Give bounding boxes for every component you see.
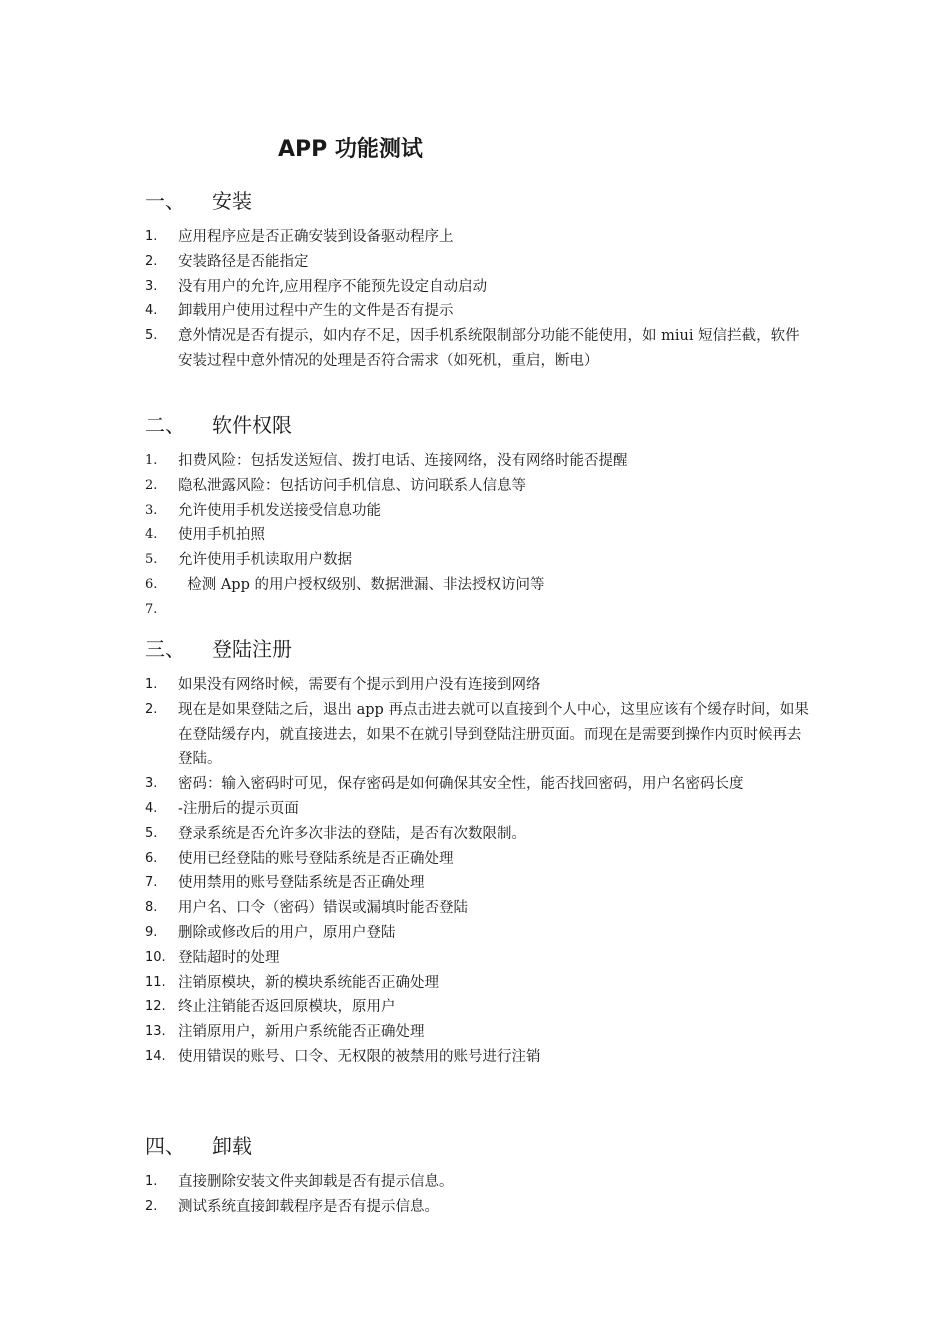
list-item (145, 1170, 810, 1195)
list-item (145, 523, 810, 548)
section-number: 一、 (145, 189, 185, 213)
list-item (145, 324, 810, 374)
list-item-text: 意外情况是否有提示，如内存不足，因手机系统限制部分功能不能使用，如 miui 短信拦截，软件安装过程中意外情况的处理是否符合需求（如死机，重启，断电） (178, 328, 800, 369)
list-marker: 9. (145, 924, 158, 940)
list-item-text: 没有用户的允许,应用程序不能预先设定自动启动 (178, 278, 488, 295)
list-marker: 4. (145, 303, 158, 319)
list-marker: 5. (145, 328, 158, 344)
list-item-text: 直接删除安装文件夹卸载是否有提示信息。 (178, 1174, 454, 1190)
list-item (145, 598, 810, 623)
list-item (145, 548, 810, 573)
list-item-text: 用户名、口令（密码）错误或漏填时能否登陆 (178, 900, 468, 917)
list-marker: 3. (145, 502, 158, 518)
list-item (145, 797, 810, 822)
list-item-text: 安装路径是否能指定 (178, 253, 309, 270)
list-marker: 14. (145, 1048, 166, 1064)
list-item-text: 使用错误的账号、口令、无权限的被禁用的账号进行注销 (178, 1048, 541, 1065)
list-marker: 1. (145, 453, 158, 468)
list-marker: 12. (145, 999, 166, 1015)
list-item (145, 971, 810, 996)
list-item (145, 225, 810, 250)
list-item (145, 499, 810, 524)
list-item (145, 299, 810, 324)
section-heading-install (145, 186, 252, 216)
list-marker: 8. (145, 900, 158, 916)
list-item (145, 275, 810, 300)
section-title: 登陆注册 (212, 637, 292, 661)
list-marker: 5. (145, 825, 158, 841)
login-list (145, 673, 810, 1070)
list-item (145, 1195, 810, 1220)
list-item-text: 允许使用手机读取用户数据 (178, 552, 352, 569)
list-item-text: -注册后的提示页面 (178, 800, 299, 817)
list-item (145, 946, 810, 971)
list-marker: 2. (145, 477, 158, 493)
list-marker: 3. (145, 278, 158, 294)
list-item-text (178, 598, 810, 623)
list-item-text: 如果没有网络时候，需要有个提示到用户没有连接到网络 (178, 677, 541, 693)
list-item (145, 896, 810, 921)
list-marker: 2. (145, 1198, 158, 1214)
list-item-text: 终止注销能否返回原模块，原用户 (178, 999, 396, 1016)
list-item (145, 921, 810, 946)
list-marker: 11. (145, 974, 166, 990)
list-item-text: 删除或修改后的用户，原用户登陆 (178, 924, 396, 941)
list-item (145, 673, 810, 698)
list-marker: 3. (145, 776, 158, 792)
list-marker: 7. (145, 875, 158, 891)
list-marker: 1. (145, 1174, 158, 1189)
list-item (145, 1045, 810, 1070)
list-item-text: 应用程序应是否正确安装到设备驱动程序上 (178, 229, 454, 245)
list-marker: 6. (145, 576, 158, 592)
section-number: 二、 (145, 413, 185, 437)
list-item-text: 测试系统直接卸载程序是否有提示信息。 (178, 1198, 439, 1215)
section-heading-login (145, 634, 292, 664)
list-item (145, 871, 810, 896)
list-item-text: 登陆超时的处理 (178, 949, 280, 966)
list-item-text: 卸载用户使用过程中产生的文件是否有提示 (178, 303, 454, 320)
list-item (145, 772, 810, 797)
list-marker: 13. (145, 1024, 166, 1040)
list-marker: 4. (145, 527, 158, 543)
list-marker: 10. (145, 949, 166, 965)
uninstall-list (145, 1170, 810, 1220)
list-item (145, 250, 810, 275)
list-item (145, 573, 810, 598)
list-marker: 1. (145, 229, 158, 244)
list-item-text: 检测 App 的用户授权级别、数据泄漏、非法授权访问等 (178, 576, 545, 593)
list-item (145, 995, 810, 1020)
list-item (145, 698, 810, 772)
list-marker: 2. (145, 701, 158, 717)
section-number: 四、 (145, 1134, 185, 1158)
list-item (145, 822, 810, 847)
document-title: APP 功能测试 (278, 137, 423, 162)
list-item-text: 密码：输入密码时可见，保存密码是如何确保其安全性，能否找回密码，用户名密码长度 (178, 776, 744, 793)
list-item-text: 使用禁用的账号登陆系统是否正确处理 (178, 875, 425, 892)
list-marker: 2. (145, 253, 158, 269)
list-item-text: 扣费风险：包括发送短信、拨打电话、连接网络，没有网络时能否提醒 (178, 453, 628, 469)
list-marker: 6. (145, 850, 158, 866)
list-item (145, 847, 810, 872)
list-item-text: 现在是如果登陆之后，退出 app 再点击进去就可以直接到个人中心，这里应该有个缓存时间，如果在登陆缓存内，就直接进去，如果不在就引导到登陆注册页面。而现在是需要到操作内页时候再去登陆。 (178, 701, 809, 768)
section-heading-permissions (145, 410, 292, 440)
list-item-text: 使用已经登陆的账号登陆系统是否正确处理 (178, 850, 454, 867)
section-heading-uninstall (145, 1131, 252, 1161)
section-title: 软件权限 (212, 413, 292, 437)
list-item-text: 允许使用手机发送接受信息功能 (178, 502, 381, 519)
list-marker: 7. (145, 601, 158, 617)
list-item-text: 注销原模块，新的模块系统能否正确处理 (178, 974, 439, 991)
list-item-text: 注销原用户，新用户系统能否正确处理 (178, 1024, 425, 1041)
list-item-text: 隐私泄露风险：包括访问手机信息、访问联系人信息等 (178, 477, 526, 494)
list-item (145, 474, 810, 499)
permissions-list (145, 449, 810, 623)
list-marker: 1. (145, 677, 158, 692)
section-number: 三、 (145, 637, 185, 661)
section-title: 卸载 (212, 1134, 252, 1158)
list-item (145, 449, 810, 474)
install-list (145, 225, 810, 374)
list-item-text: 使用手机拍照 (178, 527, 265, 544)
list-item-text: 登录系统是否允许多次非法的登陆，是否有次数限制。 (178, 825, 526, 842)
section-title: 安装 (212, 189, 252, 213)
list-marker: 5. (145, 552, 158, 568)
list-marker: 4. (145, 800, 158, 816)
list-item (145, 1020, 810, 1045)
